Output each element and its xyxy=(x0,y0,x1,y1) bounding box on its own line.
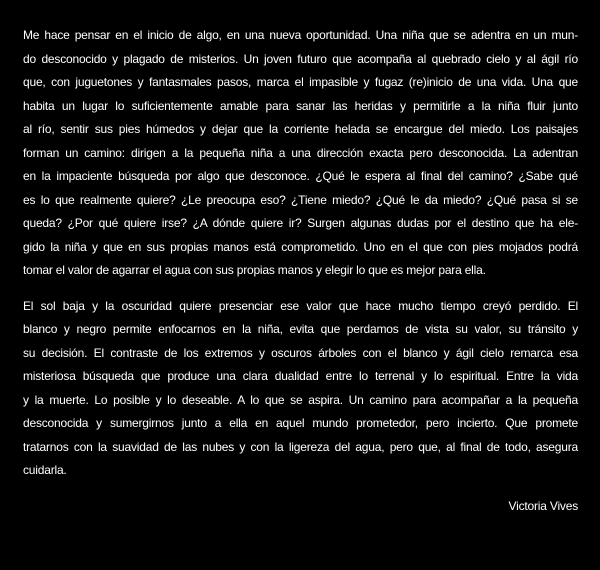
text-line: blanco y negro permite enfocarnos en la niña, evita que perdamos de vista su valor, su tránsito y xyxy=(23,322,578,336)
text-line: tomar el valor de agarrar el agua con sus propias manos y elegir lo que es mejor para ella. xyxy=(23,263,486,277)
text-line: que, con juguetones y fantasmales pasos, marca el impasible y fugaz (re)inicio de una vida. Una que xyxy=(23,75,578,89)
text-line: do desconocido y plagado de misterios. Un joven futuro que acompaña al quebrado cielo y al ágil río xyxy=(23,51,578,66)
text-line: Me hace pensar en el inicio de algo, en una nueva oportunidad. Una niña que se adentra en un mun- xyxy=(23,28,578,42)
text-line: habita un lugar lo suficientemente amable para sanar las heridas y permitirle a la niña fluir junto xyxy=(23,98,578,113)
text-line: su decisión. El contraste de los extremos y oscuros árboles con el blanco y ágil cielo remarca esa xyxy=(23,345,578,360)
paragraph xyxy=(23,295,578,483)
text-line: forman un camino: dirigen a la pequeña niña a una dirección exacta pero desconocida. La adentran xyxy=(23,145,578,160)
text-line: tratarnos con la suavidad de las nubes y con la ligereza del agua, pero que, al final de todo, asegura xyxy=(23,439,578,454)
text-line: gido la niña y que en sus propias manos está comprometido. Uno en el que con pies mojados podrá xyxy=(23,239,578,254)
article-page xyxy=(23,24,578,518)
text-line: misteriosa búsqueda que produce una clara dualidad entre lo terrenal y lo espiritual. Entre la vida xyxy=(23,369,578,383)
paragraph xyxy=(23,24,578,283)
text-line: queda? ¿Por qué quiere irse? ¿A dónde quiere ir? Surgen algunas dudas por el destino que ha ele- xyxy=(23,216,578,230)
text-line: al río, sentir sus pies húmedos y dejar que la corriente helada se encargue del miedo. Los paisajes xyxy=(23,122,578,136)
text-line: y la muerte. Lo posible y lo deseable. A lo que se aspira. Un camino para acompañar a la pequeña xyxy=(23,392,578,407)
text-line: El sol baja y la oscuridad quiere presenciar ese valor que hace mucho tiempo creyó perdido. El xyxy=(23,298,578,313)
text-line: en la impaciente búsqueda por algo que desconoce. ¿Qué le espera al final del camino? ¿Sabe qué xyxy=(23,169,578,183)
text-line: cuidarla. xyxy=(23,463,67,477)
article-text xyxy=(23,24,578,483)
author-signature: Victoria Vives xyxy=(508,498,578,513)
text-line: es lo que realmente quiere? ¿Le preocupa eso? ¿Tiene miedo? ¿Qué le da miedo? ¿Qué pasa si se xyxy=(23,192,578,207)
text-line: desconocida y sumergirnos junto a ella en aquel mundo prometedor, pero incierto. Que promete xyxy=(23,416,578,430)
